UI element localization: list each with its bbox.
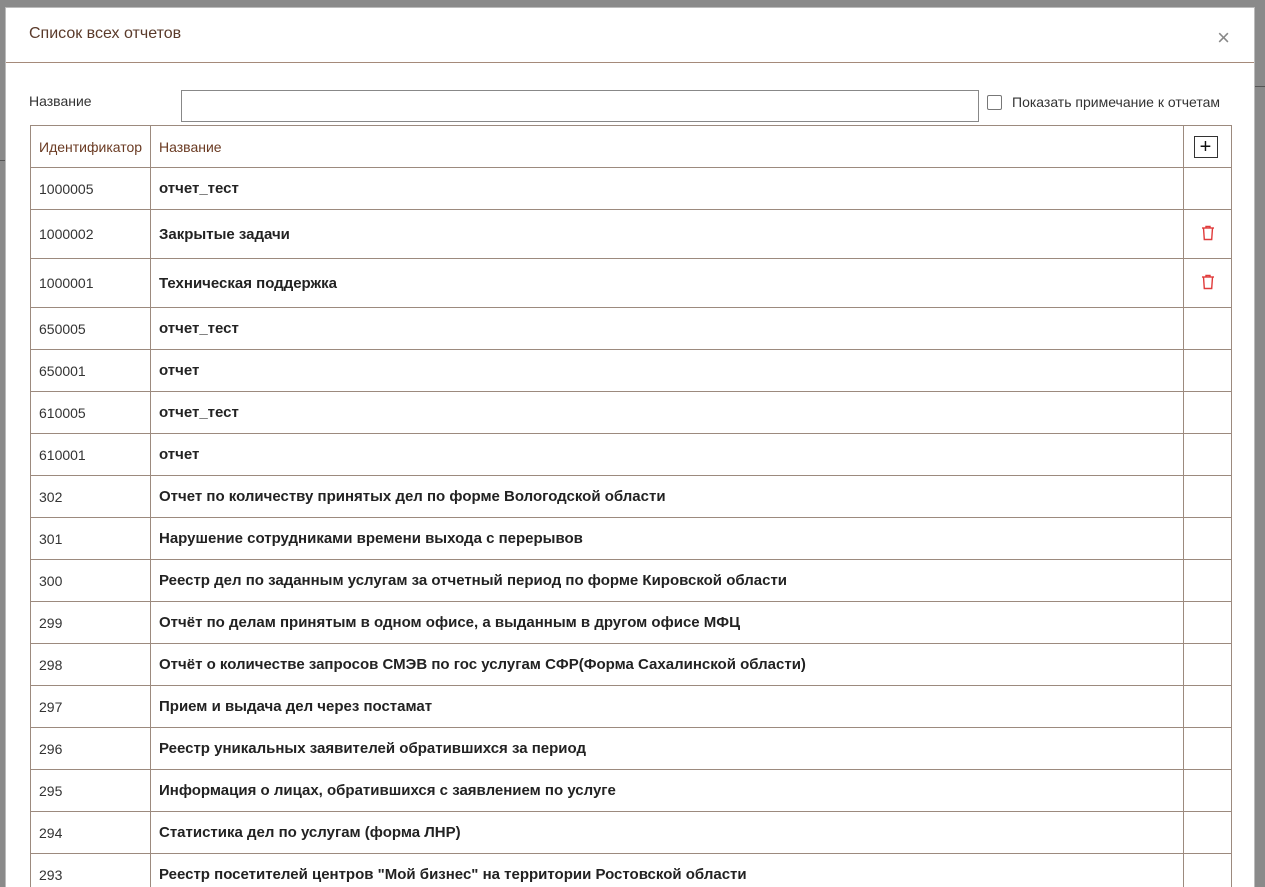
report-name[interactable]: отчет_тест [151,308,1184,350]
report-name[interactable]: Прием и выдача дел через постамат [151,686,1184,728]
report-name[interactable]: Реестр уникальных заявителей обратившихся за период [151,728,1184,770]
row-actions [1184,518,1232,560]
row-actions [1184,476,1232,518]
row-actions [1184,168,1232,210]
trash-icon[interactable] [1201,274,1215,293]
report-id: 298 [31,644,151,686]
row-actions [1184,728,1232,770]
modal-header [6,8,1254,63]
report-name[interactable]: Отчёт по делам принятым в одном офисе, а выданным в другом офисе МФЦ [151,602,1184,644]
report-id: 302 [31,476,151,518]
row-actions [1184,259,1232,308]
table-row[interactable] [31,518,1232,560]
show-notes-label: Показать примечание к отчетам [1012,94,1221,110]
report-id: 610001 [31,434,151,476]
row-actions [1184,686,1232,728]
reports-modal [5,7,1255,887]
modal-title: Список всех отчетов [29,25,182,42]
row-actions [1184,602,1232,644]
show-notes-toggle[interactable] [987,94,1220,110]
report-name[interactable]: Нарушение сотрудниками времени выхода с перерывов [151,518,1184,560]
table-row[interactable] [31,210,1232,259]
table-header-row [31,126,1232,168]
trash-icon[interactable] [1201,225,1215,244]
row-actions [1184,308,1232,350]
name-filter-input[interactable] [181,90,979,122]
reports-table-body [31,168,1232,887]
row-actions [1184,770,1232,812]
report-name[interactable]: Отчёт о количестве запросов СМЭВ по гос услугам СФР(Форма Сахалинской области) [151,644,1184,686]
report-id: 610005 [31,392,151,434]
row-actions [1184,392,1232,434]
row-actions [1184,644,1232,686]
reports-table [30,125,1232,887]
report-name[interactable]: отчет [151,350,1184,392]
report-name[interactable]: Техническая поддержка [151,259,1184,308]
table-row[interactable] [31,812,1232,854]
table-row[interactable] [31,686,1232,728]
table-row[interactable] [31,392,1232,434]
close-icon[interactable]: × [1217,25,1230,50]
table-row[interactable] [31,259,1232,308]
report-name[interactable]: Реестр посетителей центров "Мой бизнес" на территории Ростовской области [151,854,1184,887]
report-id: 299 [31,602,151,644]
report-id: 1000001 [31,259,151,308]
report-name[interactable]: Статистика дел по услугам (форма ЛНР) [151,812,1184,854]
table-row[interactable] [31,308,1232,350]
show-notes-checkbox[interactable] [987,95,1002,110]
row-actions [1184,350,1232,392]
row-actions [1184,812,1232,854]
report-name[interactable]: Закрытые задачи [151,210,1184,259]
row-actions [1184,854,1232,887]
table-row[interactable] [31,350,1232,392]
report-id: 1000002 [31,210,151,259]
report-name[interactable]: Информация о лицах, обратившихся с заявлением по услуге [151,770,1184,812]
add-column [1184,126,1232,168]
report-id: 294 [31,812,151,854]
row-actions [1184,560,1232,602]
table-row[interactable] [31,854,1232,887]
report-id: 297 [31,686,151,728]
report-id: 300 [31,560,151,602]
backdrop-divider [1255,86,1265,87]
report-id: 650001 [31,350,151,392]
row-actions [1184,210,1232,259]
report-id: 293 [31,854,151,887]
report-name[interactable]: отчет_тест [151,392,1184,434]
table-row[interactable] [31,560,1232,602]
report-id: 301 [31,518,151,560]
table-row[interactable] [31,168,1232,210]
report-name[interactable]: отчет [151,434,1184,476]
report-id: 650005 [31,308,151,350]
report-name[interactable]: отчет_тест [151,168,1184,210]
table-row[interactable] [31,644,1232,686]
report-name[interactable]: Реестр дел по заданным услугам за отчетный период по форме Кировской области [151,560,1184,602]
name-filter-label: Название [29,93,92,109]
report-id: 1000005 [31,168,151,210]
column-header-name[interactable]: Название [151,126,1184,168]
table-row[interactable] [31,602,1232,644]
table-row[interactable] [31,476,1232,518]
table-row[interactable] [31,434,1232,476]
report-name[interactable]: Отчет по количеству принятых дел по форме Вологодской области [151,476,1184,518]
report-id: 296 [31,728,151,770]
filter-row [6,88,1254,128]
column-header-id[interactable]: Идентификатор [31,126,151,168]
table-row[interactable] [31,770,1232,812]
add-report-button[interactable]: + [1194,136,1218,158]
report-id: 295 [31,770,151,812]
table-row[interactable] [31,728,1232,770]
row-actions [1184,434,1232,476]
